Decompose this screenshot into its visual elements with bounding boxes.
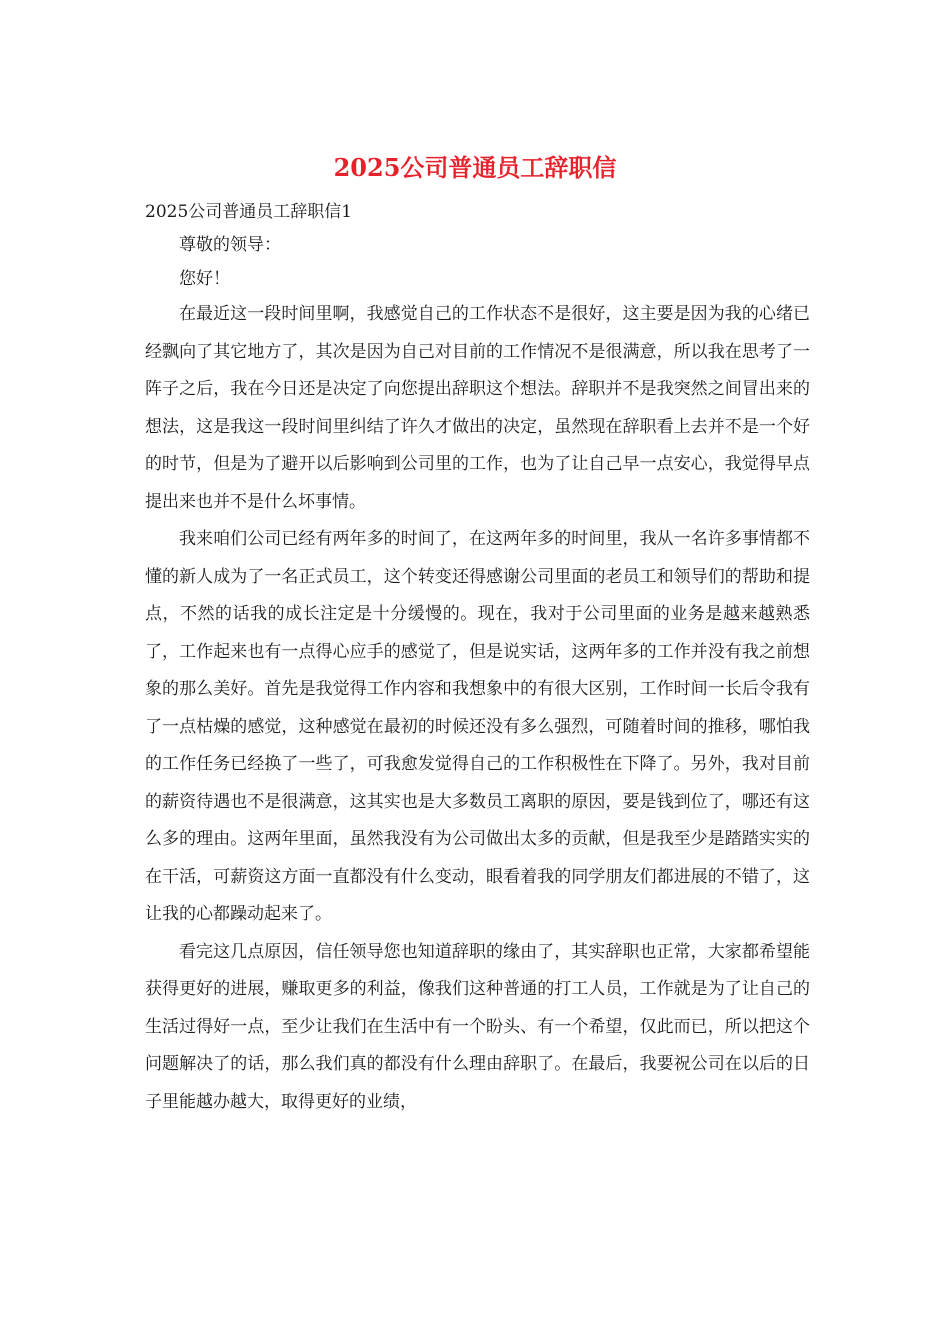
greeting: 您好！: [179, 269, 230, 289]
body-paragraph: 看完这几点原因，信任领导您也知道辞职的缘由了，其实辞职也正常，大家都希望能获得更好的进展，赚取更多的利益，像我们这种普通的打工人员，工作就是为了让自己的生活过得好一点，至少让我们在生活中有一个盼头、有一个希望，仅此而已，所以把这个问题解决了的话，那么我们真的都没有什么理由辞职了。在最后，我要祝公司在以后的日子里能越办越大，取得更好的业绩，: [145, 941, 810, 1112]
salutation: 尊敬的领导：: [179, 235, 281, 255]
body-paragraph: 在最近这一段时间里啊，我感觉自己的工作状态不是很好，这主要是因为我的心绪已经飘向了其它地方了，其次是因为自己对目前的工作情况不是很满意，所以我在思考了一阵子之后，我在今日还是决定了向您提出辞职这个想法。辞职并不是我突然之间冒出来的想法，这是我这一段时间里纠结了许久才做出的决定，虽然现在辞职看上去并不是一个好的时节，但是为了避开以后影响到公司里的工作，也为了让自己早一点安心，我觉得早点提出来也并不是什么坏事情。: [145, 304, 810, 512]
document-subtitle: 2025公司普通员工辞职信1: [145, 202, 353, 222]
document-title: 2025公司普通员工辞职信: [333, 153, 617, 182]
body-paragraph: 我来咱们公司已经有两年多的时间了，在这两年多的时间里，我从一名许多事情都不懂的新人成为了一名正式员工，这个转变还得感谢公司里面的老员工和领导们的帮助和提点，不然的话我的成长注定是十分缓慢的。现在，我对于公司里面的业务是越来越熟悉了，工作起来也有一点得心应手的感觉了，但是说实话，这两年多的工作并没有我之前想象的那么美好。首先是我觉得工作内容和我想象中的有很大区别，工作时间一长后令我有了一点枯燥的感觉，这种感觉在最初的时候还没有多么强烈，可随着时间的推移，哪怕我的工作任务已经换了一些了，可我愈发觉得自己的工作积极性在下降了。另外，我对目前的薪资待遇也不是很满意，这其实也是大多数员工离职的原因，要是钱到位了，哪还有这么多的理由。这两年里面，虽然我没有为公司做出太多的贡献，但是我至少是踏踏实实的在干活，可薪资这方面一直都没有什么变动，眼看着我的同学朋友们都进展的不错了，这让我的心都躁动起来了。: [145, 529, 810, 924]
document-body: [145, 199, 810, 1121]
